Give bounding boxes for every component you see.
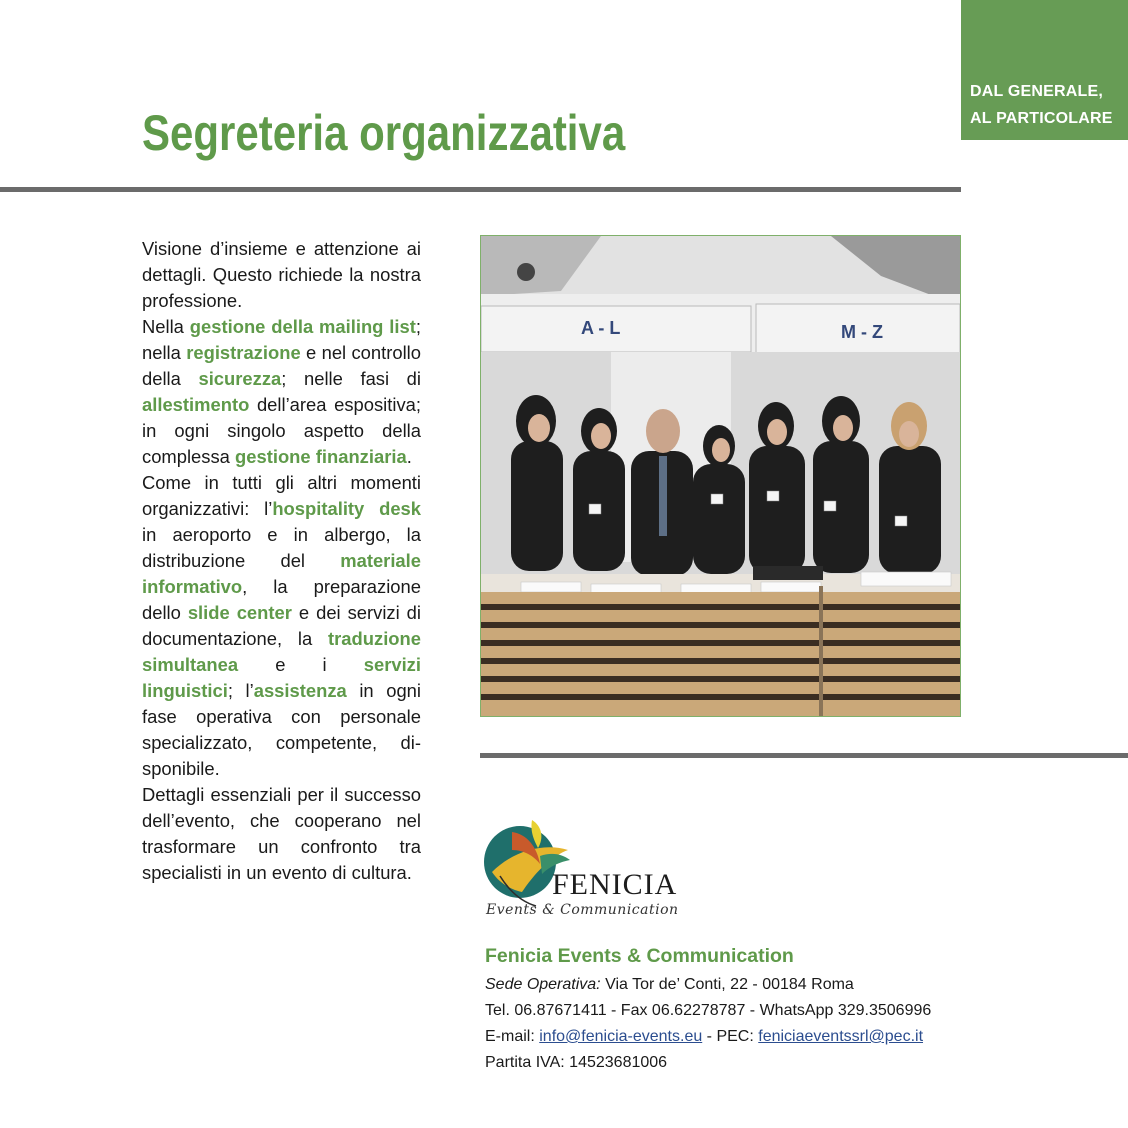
text-run: e dei servizi di documentazione, la (142, 602, 422, 649)
text-run: , la preparazione dello (142, 576, 421, 623)
text-run: Nella (142, 316, 190, 337)
pec-label: - PEC: (702, 1028, 759, 1045)
text-run: Come in tutti gli altri momenti organizzativi: l’ (142, 472, 421, 519)
text-run: dell’area espositiva; in ogni singolo aspetto della complessa (142, 394, 421, 467)
mid-divider (480, 753, 1128, 758)
address-label: Sede Operativa: (485, 976, 601, 993)
vat-row: Partita IVA: 14523681006 (485, 1054, 668, 1071)
section-tab-line-2: AL PARTICOLARE (970, 110, 1113, 127)
body-paragraph-1: Visione d’insieme e attenzione ai dettagli. Questo richiede la nostra professione. (142, 238, 421, 311)
page-title: Segreteria organizzativa (142, 105, 626, 161)
email-label: E-mail: (485, 1028, 540, 1045)
body-paragraph-4: Dettagli essenziali per il successo dell’evento, che cooperano nel trasformare un confronto tra specialisti in un evento di cultura. (142, 784, 421, 883)
text-run: e i (238, 654, 364, 675)
body-text (142, 236, 421, 886)
top-divider (0, 187, 961, 192)
email-link[interactable]: info@fenicia-events.eu (539, 1028, 703, 1045)
pec-link[interactable]: feniciaeventssrl@pec.it (758, 1028, 924, 1045)
highlight-term: traduzione simultanea (142, 628, 421, 675)
email-row (485, 1024, 1085, 1050)
highlight-term: registrazione (186, 342, 301, 363)
text-run: ; nelle fasi di (281, 368, 421, 389)
address-value: Via Tor de’ Conti, 22 - 00184 Roma (600, 976, 854, 993)
text-run: in ogni fase operativa con personale specializzato, competente, disponibile. (142, 680, 421, 779)
logo-tagline: Events & Communication (486, 902, 679, 918)
text-run: e nel controllo della (142, 342, 421, 389)
highlight-term: slide center (187, 602, 292, 623)
section-tab-line-1: DAL GENERALE, (970, 83, 1103, 100)
address-row (485, 972, 1085, 998)
body-paragraph-2 (142, 314, 421, 470)
text-run: . (406, 446, 412, 467)
highlight-term: gestione finanziaria (235, 446, 407, 467)
body-paragraph-3 (142, 470, 421, 782)
text-run: ; l’ (227, 680, 254, 701)
highlight-term: allestimento (142, 394, 250, 415)
highlight-term: materiale informativo (142, 550, 421, 597)
team-photo (480, 235, 961, 717)
highlight-term: sicurezza (198, 368, 282, 389)
section-tab (961, 0, 1128, 140)
contact-block (485, 942, 1085, 1076)
highlight-term: assistenza (253, 680, 347, 701)
text-run: in aeroporto e in albergo, la distribuzione del (142, 524, 421, 571)
phones-row: Tel. 06.87671411 - Fax 06.62278787 - WhatsApp 329.3506996 (485, 1002, 932, 1019)
highlight-term: gestione della mailing list (189, 316, 416, 337)
company-name: Fenicia Events & Communication (485, 945, 794, 967)
photo-sign-right: M - Z (841, 322, 883, 342)
highlight-term: servizi linguistici (142, 654, 421, 701)
highlight-term: hospitality desk (272, 498, 421, 519)
photo-sign-left: A - L (581, 318, 621, 338)
logo-wordmark: FENICIA (552, 868, 678, 901)
text-run: ; nella (142, 316, 421, 363)
